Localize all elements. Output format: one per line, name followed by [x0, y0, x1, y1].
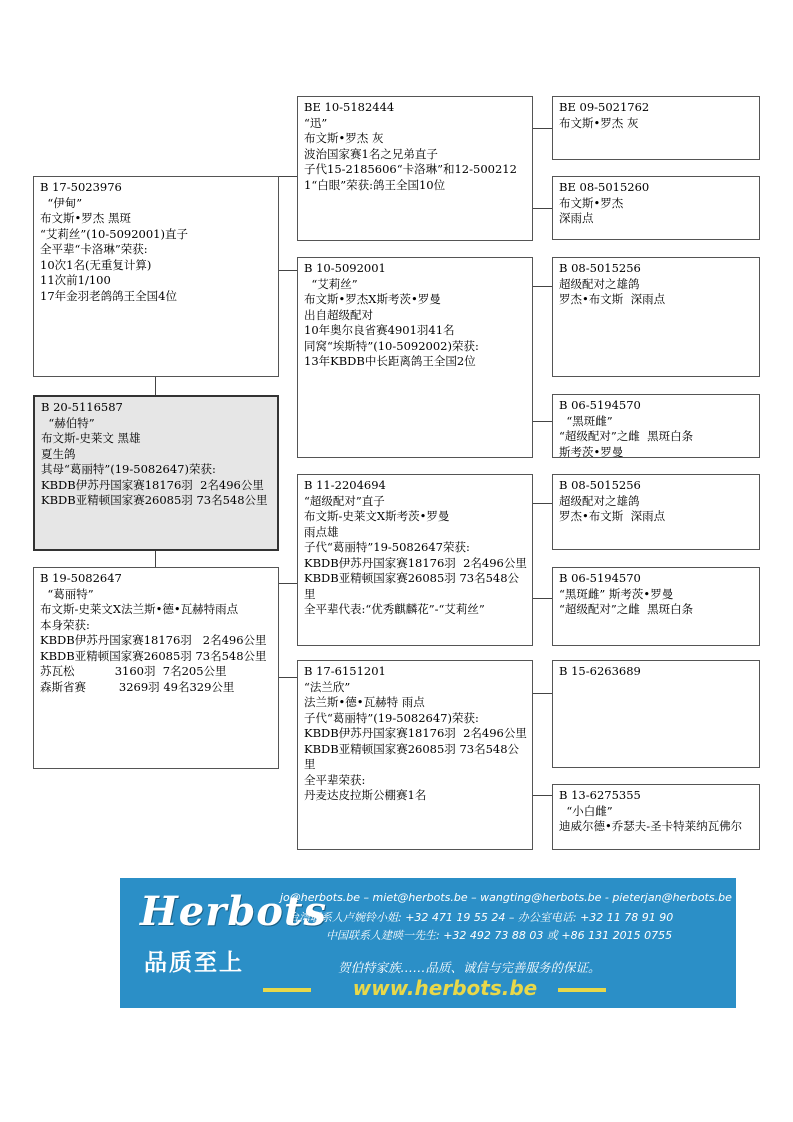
subject-line: 其母“葛丽特”(19-5082647)荣获: — [41, 462, 216, 476]
ds-dam-line: B 06-5194570 — [559, 571, 641, 585]
connector-sd-sds — [533, 286, 552, 287]
sd-dam-card — [552, 394, 760, 458]
dam-line: 森斯省赛 3269羽 49名329公里 — [40, 679, 235, 694]
sire-sire-line: “迅” — [304, 115, 328, 130]
dd-dam-line: 迪威尔德•乔瑟夫-圣卡特莱纳瓦佛尔 — [559, 819, 743, 833]
connector-ss-sss — [533, 128, 552, 129]
ss-dam-line: BE 08-5015260 — [559, 180, 650, 194]
dam-line: 本身荣获: — [40, 617, 90, 632]
sire-line: B 17-5023976 — [40, 180, 122, 194]
dam-dam-line: 法兰斯•德•瓦赫特 雨点 — [304, 695, 425, 709]
dam-line: 苏瓦松 3160羽 7名205公里 — [40, 664, 227, 678]
sire-line: 10次1名(无重复计算) — [40, 257, 152, 272]
sire-dam-line: B 10-5092001 — [304, 261, 386, 275]
subject-line: B 20-5116587 — [41, 400, 123, 414]
sd-sire-line: 罗杰•布文斯 深雨点 — [559, 292, 666, 306]
dd-dam-line: “小白雌” — [559, 803, 613, 818]
connector-dam-dd — [279, 677, 297, 678]
connector-sd-sdd — [533, 421, 552, 422]
service-tagline: 贺伯特家族……品质、诚信与完善服务的保证。 — [338, 960, 601, 975]
connector-dam-ds — [279, 583, 297, 584]
connector-subject-dam — [155, 551, 156, 567]
dam-line: “葛丽特” — [40, 586, 94, 601]
dam-dam-line: KBDB伊苏丹国家赛18176羽 2名496公里 — [304, 726, 527, 740]
dam-sire-line: B 11-2204694 — [304, 478, 386, 492]
ss-sire-line: BE 09-5021762 — [559, 100, 650, 114]
subject-line: “赫伯特” — [41, 415, 95, 430]
dam-sire-card — [297, 474, 533, 646]
dd-dam-card — [552, 784, 760, 850]
connector-ds-dss — [533, 503, 552, 504]
dam-dam-line: KBDB亚精顿国家赛26085羽 73名548公里 — [304, 741, 520, 771]
herbots-banner — [120, 878, 736, 1008]
dam-dam-line: 丹麦达皮拉斯公棚赛1名 — [304, 788, 427, 802]
dam-sire-line: KBDB伊苏丹国家赛18176羽 2名496公里 — [304, 555, 527, 570]
dam-line: KBDB亚精顿国家赛26085羽 73名548公里 — [40, 648, 267, 663]
sire-dam-line: 布文斯•罗杰X斯考茨•罗曼 — [304, 292, 441, 306]
decorative-rule-left — [263, 988, 311, 992]
ds-sire-line: B 08-5015256 — [559, 478, 641, 492]
taiwan-contact: 台湾联系人卢婉铃小姐: +32 471 19 55 24 – 办公室电话: +32 11 78 91 90 — [288, 911, 674, 924]
sire-line: “伊甸” — [40, 195, 83, 210]
sire-sire-line: BE 10-5182444 — [304, 100, 395, 114]
dd-sire-line: B 15-6263689 — [559, 664, 641, 678]
ss-sire-line: 布文斯•罗杰 灰 — [559, 115, 639, 130]
website-link[interactable]: www.herbots.be — [352, 976, 538, 1000]
dd-dam-line: B 13-6275355 — [559, 788, 641, 802]
sd-dam-line: “黑斑雌” — [559, 413, 613, 428]
dam-sire-line: 全平辈代表:“优秀麒麟花”-“艾莉丝” — [304, 602, 485, 616]
sire-dam-line: “艾莉丝” — [304, 276, 358, 291]
dam-sire-line: 雨点雄 — [304, 524, 339, 539]
connector-sire-ss — [279, 176, 297, 177]
dd-sire-card — [552, 660, 760, 768]
slogan: 品质至上 — [144, 950, 244, 976]
sire-dam-line: 出自超级配对 — [304, 307, 373, 322]
subject-card — [33, 395, 279, 551]
dam-dam-card — [297, 660, 533, 850]
sd-dam-line: B 06-5194570 — [559, 398, 641, 412]
sire-sire-card — [297, 96, 533, 241]
subject-line: 布文斯-史莱文 黑雄 — [41, 431, 141, 445]
ds-dam-line: “黑斑雌” 斯考茨•罗曼 — [559, 586, 674, 601]
dam-dam-line: 子代“葛丽特”(19-5082647)荣获: — [304, 710, 479, 725]
connector-ss-ssd — [533, 208, 552, 209]
ds-sire-card — [552, 474, 760, 550]
sire-line: “艾莉丝”(10-5092001)直子 — [40, 226, 188, 241]
sire-line: 全平辈“卡洛琳”荣获: — [40, 242, 148, 256]
sire-sire-line: 布文斯•罗杰 灰 — [304, 131, 384, 145]
connector-sire-sd — [279, 270, 297, 271]
sire-card — [33, 176, 279, 377]
dam-sire-line: KBDB亚精顿国家赛26085羽 73名548公里 — [304, 571, 520, 601]
dam-dam-line: B 17-6151201 — [304, 664, 386, 678]
herbots-logo: Herbots — [140, 888, 327, 935]
connector-ds-dsd — [533, 598, 552, 599]
dam-card — [33, 567, 279, 769]
subject-line: 夏生鸽 — [41, 446, 76, 461]
sd-dam-line: “超级配对”之雌 黑斑白条 — [559, 429, 694, 443]
dam-sire-line: 布文斯-史莱文X斯考茨•罗曼 — [304, 509, 450, 523]
sire-dam-line: 10年奥尔良省赛4901羽41名 — [304, 323, 455, 337]
sd-sire-card — [552, 257, 760, 377]
email-contacts: jo@herbots.be – miet@herbots.be – wangting@herbots.be - pieterjan@herbots.be — [280, 891, 732, 904]
dam-line: B 19-5082647 — [40, 571, 122, 585]
subject-line: KBDB伊苏丹国家赛18176羽 2名496公里 — [41, 477, 264, 492]
sire-sire-line: 子代15-2185606“卡洛琳”和12-5002121“白眼”荣获:鸽王全国10位 — [304, 162, 517, 192]
china-contact: 中国联系人建暎一先生: +32 492 73 88 03 或 +86 131 2015 0755 — [326, 929, 673, 942]
sd-sire-line: 超级配对之雄鸽 — [559, 276, 640, 291]
connector-sire-dam — [155, 377, 156, 395]
sire-dam-line: 同窝“埃斯特”(10-5092002)荣获: — [304, 338, 479, 353]
dam-dam-line: 全平辈荣获: — [304, 772, 366, 787]
ds-dam-line: “超级配对”之雌 黑斑白条 — [559, 602, 694, 616]
connector-dd-dds — [533, 693, 552, 694]
ss-dam-line: 深雨点 — [559, 211, 594, 225]
ds-sire-line: 超级配对之雄鸽 — [559, 493, 640, 508]
sire-line: 11次前1/100 — [40, 273, 111, 287]
sd-dam-line: 斯考茨•罗曼 — [559, 444, 624, 458]
dam-sire-line: “超级配对”直子 — [304, 493, 385, 508]
ss-sire-card — [552, 96, 760, 160]
sire-line: 17年金羽老鸽鸽王全国4位 — [40, 288, 177, 303]
connector-dd-ddd — [533, 795, 552, 796]
ss-dam-line: 布文斯•罗杰 — [559, 195, 624, 210]
sd-sire-line: B 08-5015256 — [559, 261, 641, 275]
sire-dam-line: 13年KBDB中长距离鸽王全国2位 — [304, 354, 476, 368]
dam-dam-line: “法兰欣” — [304, 679, 351, 694]
ds-dam-card — [552, 567, 760, 646]
decorative-rule-right — [558, 988, 606, 992]
dam-line: 布文斯-史莱文X法兰斯•德•瓦赫特雨点 — [40, 602, 239, 616]
sire-line: 布文斯•罗杰 黑斑 — [40, 211, 131, 225]
ds-sire-line: 罗杰•布文斯 深雨点 — [559, 509, 666, 523]
dam-sire-line: 子代“葛丽特”19-5082647荣获: — [304, 540, 470, 554]
ss-dam-card — [552, 176, 760, 240]
dam-line: KBDB伊苏丹国家赛18176羽 2名496公里 — [40, 633, 267, 647]
sire-dam-card — [297, 257, 533, 458]
subject-line: KBDB亚精顿国家赛26085羽 73名548公里 — [41, 493, 268, 507]
sire-sire-line: 波治国家赛1名之兄弟直子 — [304, 146, 438, 161]
